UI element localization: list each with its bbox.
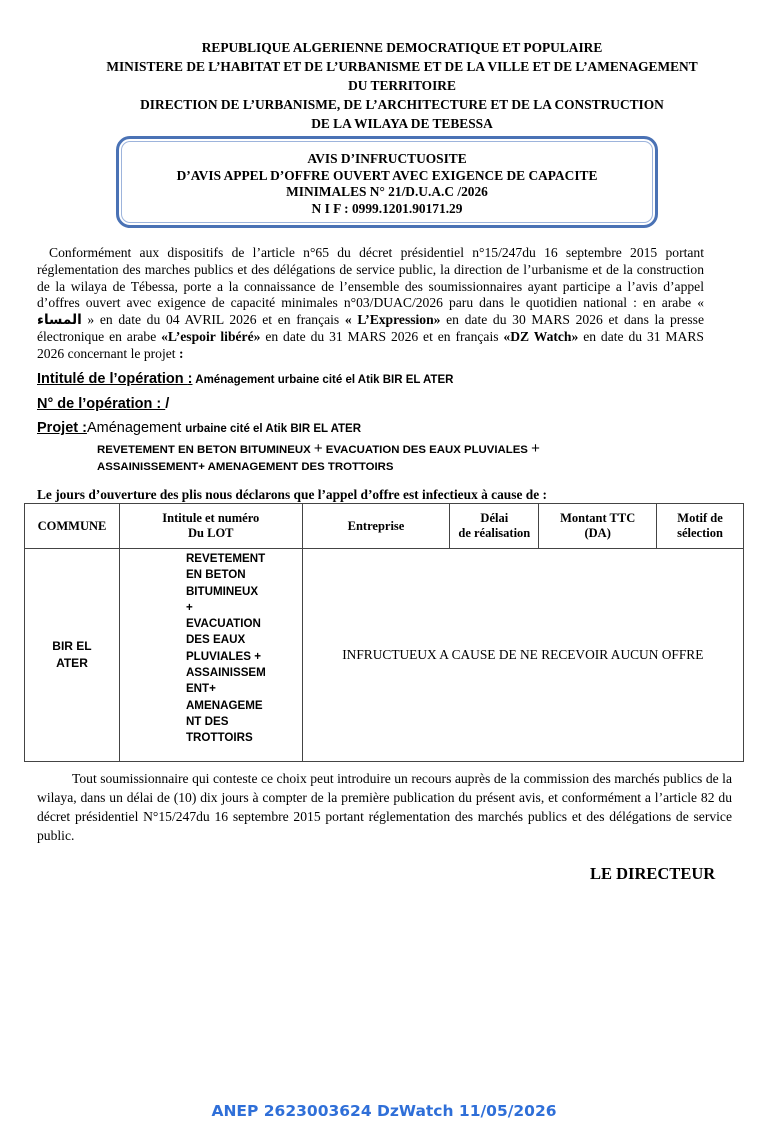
operation-number-value: / [165,396,170,412]
lot-line: TROTTOIRS [185,731,253,745]
operation-title-row [37,371,453,387]
document-header [40,38,764,133]
operation-number-label: N° de l’opération : [37,396,166,412]
projet-detail-1a: REVETEMENT EN BETON BITUMINEUX [97,444,314,456]
signature: LE DIRECTEUR [590,864,716,883]
projet-plus-2: + [531,440,540,457]
projet-value-main: Aménagement [86,420,186,436]
french-epaper: «DZ Watch» [503,328,579,344]
arabic-newspaper: المساء [37,312,82,328]
lot-line: EN BETON [185,568,246,582]
projet-label: Projet : [37,420,87,436]
projet-plus-1: + [313,440,323,457]
projet-detail-2: ASSAINISSEMENT+ AMENAGEMENT DES TROTTOIRS [97,461,394,473]
cell-commune: BIR EL ATER [25,549,120,762]
lot-line: BITUMINEUX [185,584,259,598]
cell-lot [119,549,302,762]
table-intro: Le jours d’ouverture des plis nous déclarons que l’appel d’offre est infectieux à cause de : [37,487,547,502]
avis-title: AVIS D’INFRUCTUOSITE [307,151,467,166]
avis-subtitle: D’AVIS APPEL D’OFFRE OUVERT AVEC EXIGENCE DE CAPACITE [176,167,598,183]
results-table [24,503,744,762]
lot-line: PLUVIALES + [185,649,261,663]
avis-number: MINIMALES N° 21/D.U.A.C /2026 [286,184,488,199]
operation-label: Intitulé de l’opération [37,371,188,387]
header-commune: COMMUNE [25,504,120,549]
lot-line: + [185,600,193,614]
intro-paragraph [37,245,704,363]
operation-colon: : [187,371,193,387]
table-header-row [25,504,744,549]
intro-text-3: en date du 30 MARS 2026 et dans la presse électronique en arabe [37,312,704,344]
projet-details [97,440,540,476]
header-lot: Intitule et numéro Du LOT [119,504,302,549]
lot-line: EVACUATION [185,617,261,631]
header-republic: REPUBLIQUE ALGERIENNE DEMOCRATIQUE ET POPULAIRE [201,40,603,55]
intro-colon: : [178,345,184,361]
header-montant: Montant TTC (DA) [539,504,657,549]
operation-value: Aménagement urbaine cité el Atik BIR EL ATER [192,374,454,386]
header-direction: DIRECTION DE L’URBANISME, DE L’ARCHITECTURE ET DE LA CONSTRUCTION [140,97,664,112]
header-entreprise: Entreprise [302,504,450,549]
avis-title-box [116,136,658,228]
intro-text-4: en date du 31 MARS 2026 et en français [260,328,504,344]
header-ministry: MINISTERE DE L’HABITAT ET DE L’URBANISME ET DE LA VILLE ET DE L’AMENAGEMENT [106,59,698,74]
projet-detail-1b: EVACUATION DES EAUX PLUVIALES [322,444,532,456]
table-row [25,549,744,762]
publication-reference: ANEP 2623003624 DzWatch 11/05/2026 [211,1102,557,1120]
intro-text-1: Conformément aux dispositifs de l’article n°65 du décret présidentiel n°15/247du 16 septembre 2015 portant réglementation des marches publics et des délégations de service public, la direction de l’urbanisme et de la construction de la wilaya de Tébessa, porte a la connaissance de l’ensemble des soumissionnaires ayant participe a l’avis d’appel d’offres ouvert avec exigence de capacité minimales n°03/DUAC/2026 paru dans le quotidien national : en arabe « [37,245,704,311]
lot-line: ASSAINISSEM [185,666,266,680]
header-motif: Motif de sélection [657,504,744,549]
avis-nif: N I F : 0999.1201.90171.29 [311,200,463,216]
french-newspaper: « L’Expression» [344,312,441,328]
cell-result: INFRUCTUEUX A CAUSE DE NE RECEVOIR AUCUN OFFRE [302,549,743,762]
recours-paragraph: Tout soumissionnaire qui conteste ce choix peut introduire un recours auprès de la commission des marchés publics de la wilaya, dans un délai de (10) dix jours à compter de la première publication du présent avis, et conformément a l’article 82 du décret présidentiel N°15/247du 16 septembre 2015 portant réglementation des marchés publics et des délégations de service public. [37,771,732,843]
lot-line: AMENAGEME [185,698,263,712]
projet-row [37,420,361,436]
intro-text-2: » en date du 04 AVRIL 2026 et en français [81,312,345,328]
lot-line: NT DES [185,714,229,728]
projet-value-rest: urbaine cité el Atik BIR EL ATER [185,423,362,435]
arabic-epaper: «L’espoir libéré» [161,328,261,344]
intro-text-5: en date du 31 MARS 2026 concernant le projet [37,328,704,361]
lot-line: ENT+ [185,682,216,696]
operation-number-row [37,396,169,412]
header-delai: Délai de réalisation [450,504,539,549]
lot-line: DES EAUX [185,633,246,647]
header-ministry-cont: DU TERRITOIRE [348,78,456,93]
header-wilaya: DE LA WILAYA DE TEBESSA [311,116,493,131]
lot-line: REVETEMENT [185,552,266,565]
